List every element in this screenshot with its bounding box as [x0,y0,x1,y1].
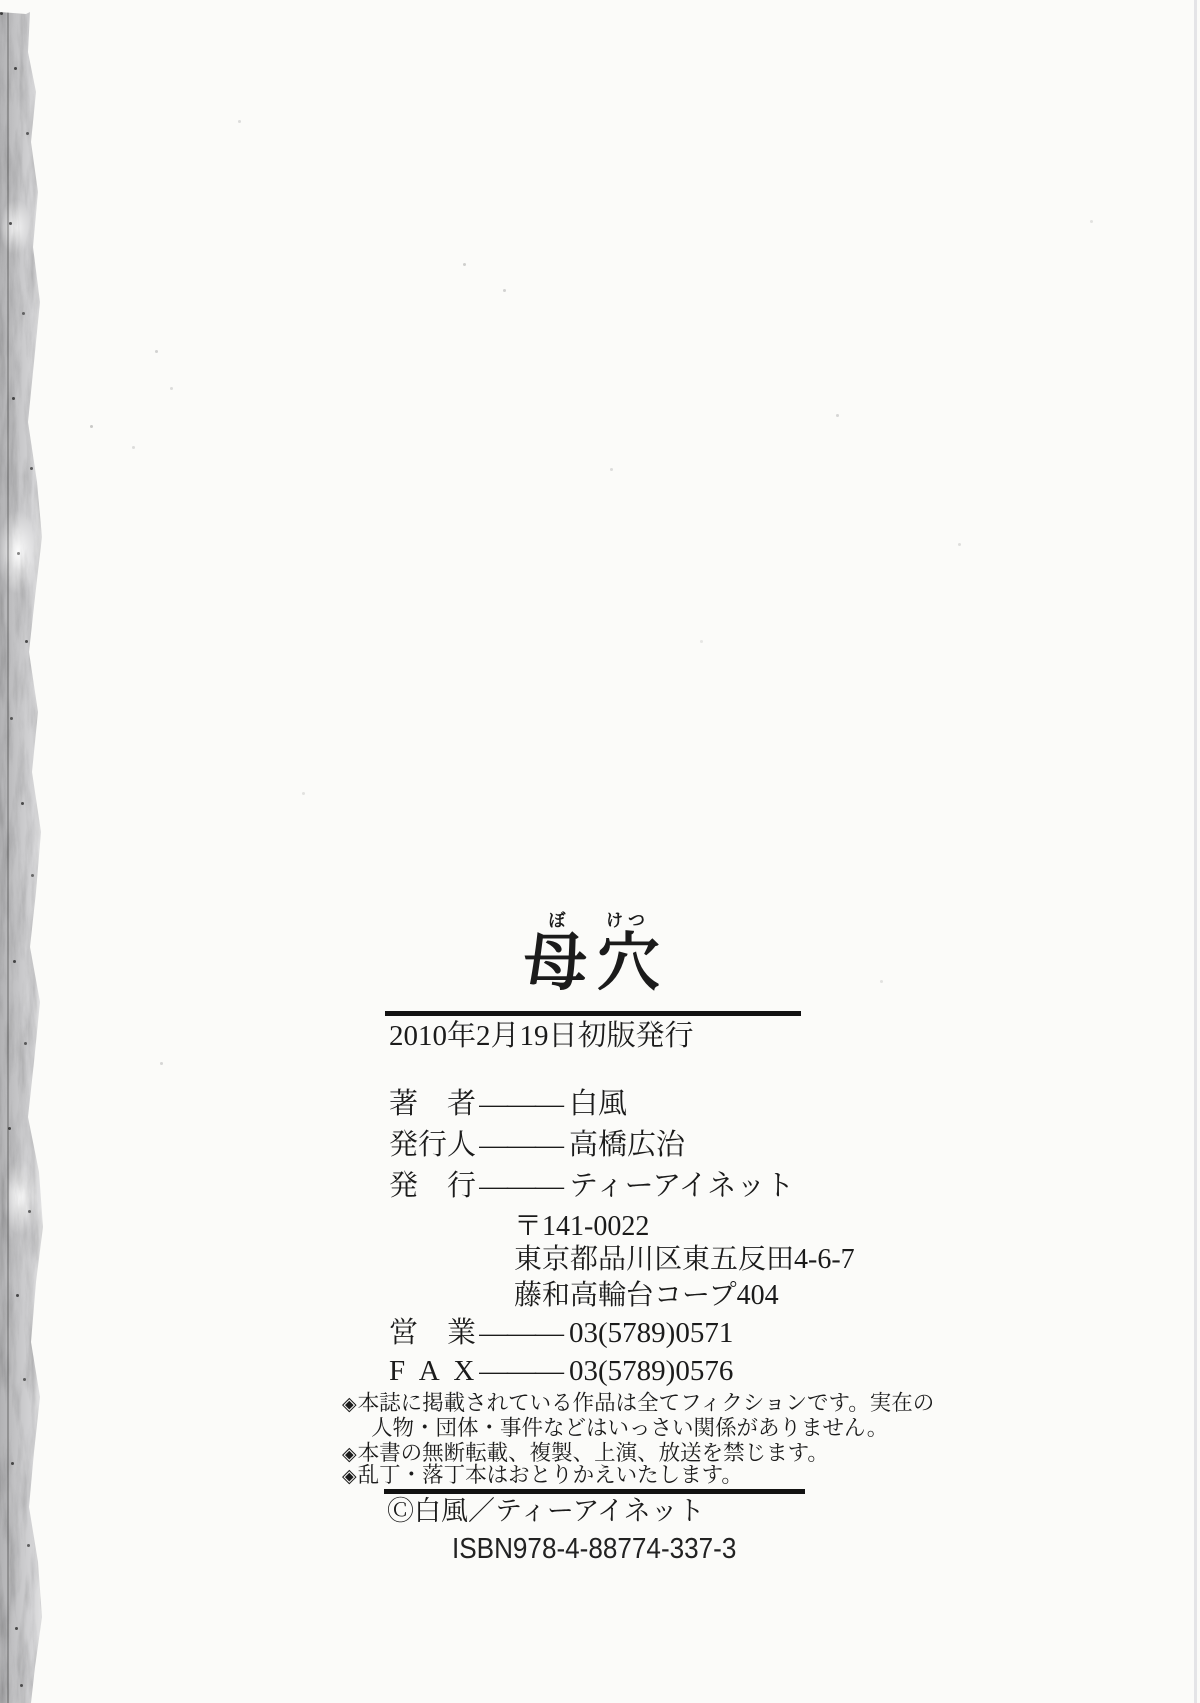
scanned-book-edge-artifact [0,12,46,1703]
credit-row-publisher-company [389,1172,794,1201]
contact-row-sales [389,1319,733,1348]
divider-rule-top [385,1011,801,1016]
credit-row-publisher-person [389,1131,685,1160]
credit-connector-dash: ——— [479,1172,563,1201]
book-title: 母穴 [524,928,670,998]
credit-value: 白風 [569,1088,628,1120]
address-line: 東京都品川区東五反田4-6-7 [514,1244,855,1275]
contact-phone-number: 03(5789)0571 [569,1317,734,1349]
notice-text: 乱丁・落丁本はおとりかえいたします。 [357,1463,743,1487]
scan-right-edge-line [1194,0,1197,1703]
notice-defective-copies [342,1465,743,1487]
credit-connector-dash: ——— [479,1131,563,1160]
diamond-bullet-icon: ◈ [342,1443,357,1465]
contact-label: 営 業 [389,1317,477,1349]
divider-rule-bottom [384,1489,805,1494]
diamond-bullet-icon: ◈ [342,1393,357,1415]
paper-speckles [0,0,3,3]
edge-speckles [0,12,3,15]
edition-date: 2010年2月19日初版発行 [389,1020,694,1052]
credit-value: 高橋広治 [569,1129,686,1161]
contact-label: F A X [389,1355,479,1387]
contact-connector-dash: ——— [479,1357,563,1386]
title-furigana [528,912,657,929]
notice-fiction-line1 [342,1393,934,1415]
edge-grain-texture [0,12,46,1703]
isbn-number: ISBN978-4-88774-337-3 [452,1533,737,1565]
contact-connector-dash: ——— [479,1319,563,1348]
contact-row-fax [389,1357,733,1386]
notice-text: 本誌に掲載されている作品は全てフィクションです。実在の [357,1391,935,1415]
notice-text: 本書の無断転載、複製、上演、放送を禁じます。 [357,1441,829,1465]
credit-connector-dash: ——— [479,1090,563,1119]
credit-label: 著 者 [389,1088,477,1120]
copyright-line: Ⓒ白風／ティーアイネット [387,1496,705,1526]
notice-fiction-line2: 人物・団体・事件などはいっさい関係がありません。 [371,1416,889,1440]
notice-no-reproduction [342,1443,829,1465]
furigana-bo: ぼ [548,911,566,930]
diamond-bullet-icon: ◈ [342,1465,357,1487]
postal-code: 〒141-0022 [514,1211,650,1242]
contact-fax-number: 03(5789)0576 [569,1355,734,1387]
address-building: 藤和高輪台コープ404 [514,1280,779,1311]
credit-label: 発行人 [389,1129,477,1161]
credit-row-author [389,1090,627,1119]
furigana-ketsu: けつ [606,911,650,930]
credit-value: ティーアイネット [569,1170,795,1202]
credit-label: 発 行 [389,1170,477,1202]
